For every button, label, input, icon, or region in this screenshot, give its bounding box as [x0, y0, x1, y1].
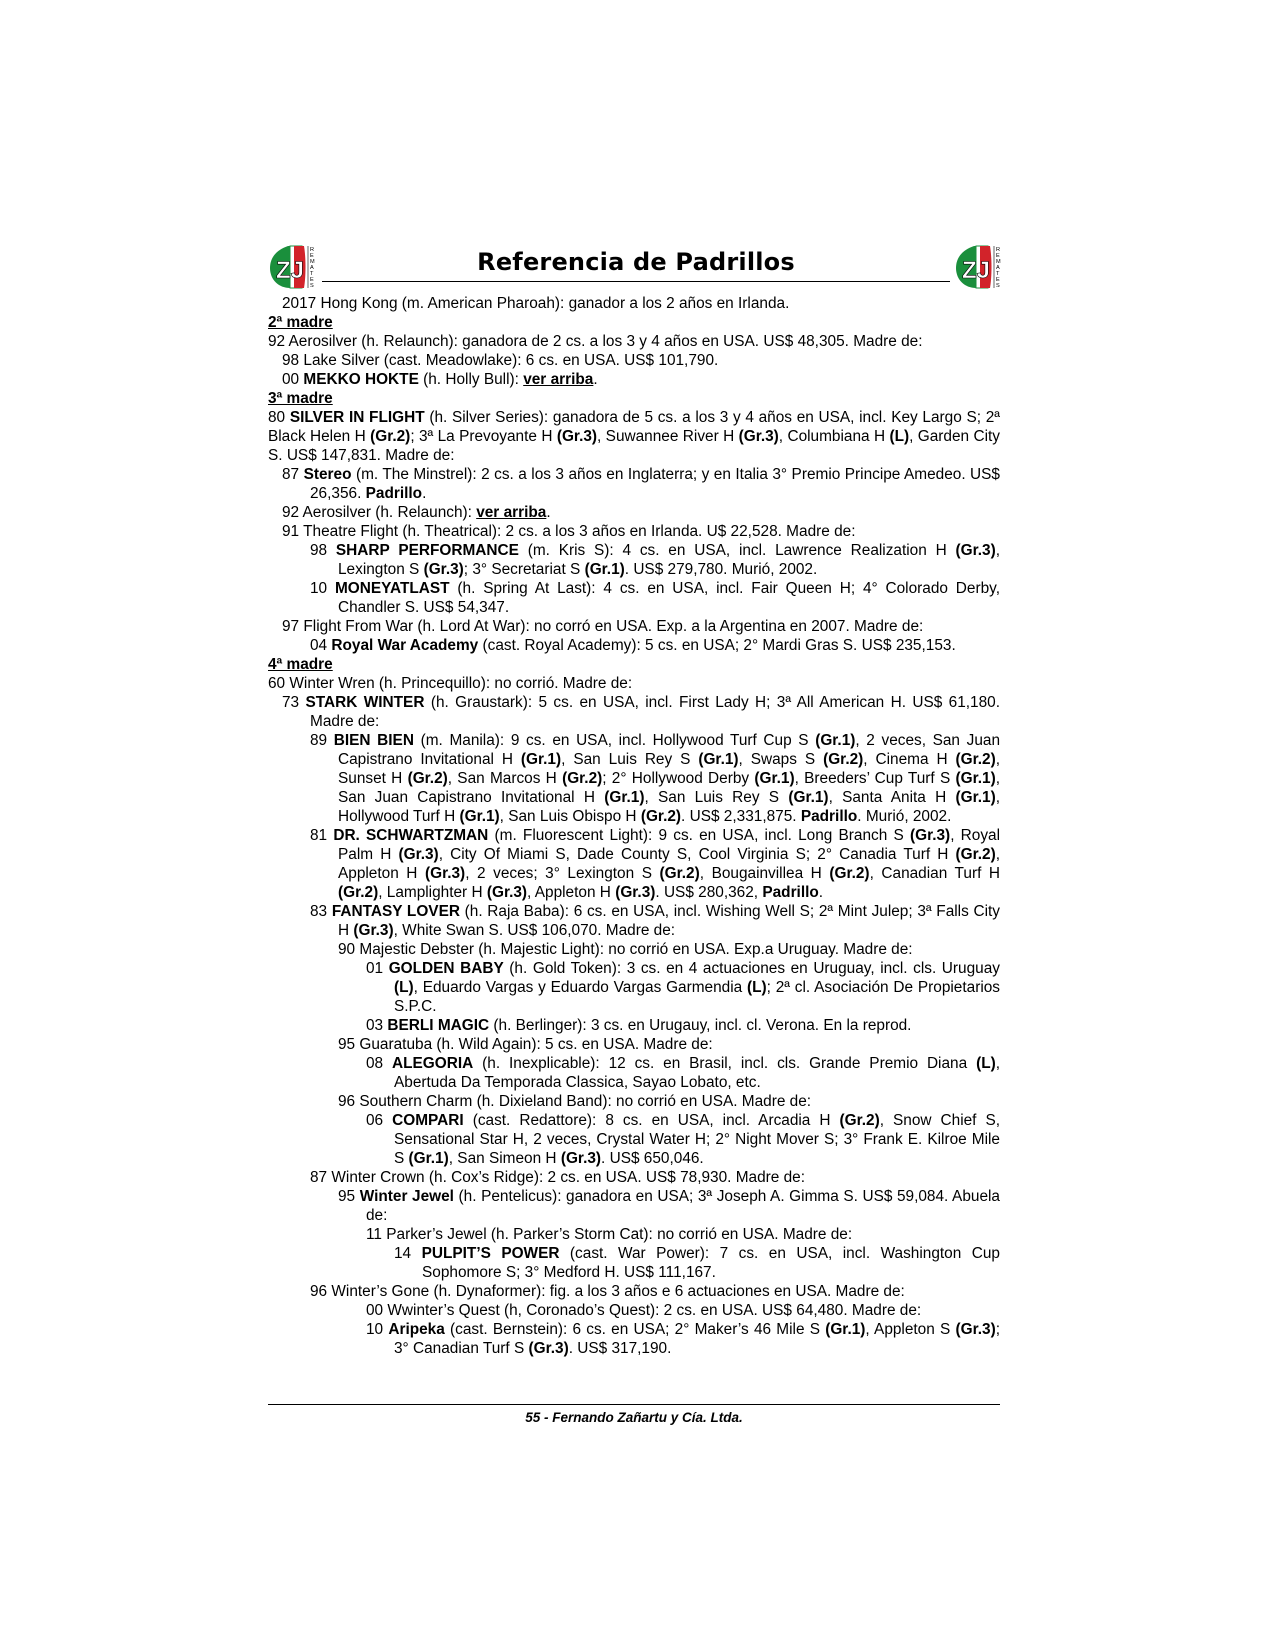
pedigree-entry: [268, 1320, 1000, 1358]
pedigree-entry: [268, 1187, 1000, 1225]
entry-text: , Garden City S. US$ 147,831. Madre de:: [268, 428, 1000, 464]
pedigree-content: [268, 294, 1000, 1358]
horse-name: (Gr.3): [738, 428, 779, 445]
entry-text: , 2 veces, San Juan Capistrano Invitational H: [338, 732, 1001, 768]
horse-name: (Gr.1): [788, 789, 829, 806]
horse-name: BERLI MAGIC: [387, 1017, 490, 1034]
horse-name: (Gr.3): [909, 827, 951, 844]
pedigree-entry: [268, 617, 1000, 636]
entry-text: (m. Kris S): 4 cs. en USA, incl. Lawrence Realization H: [518, 542, 956, 559]
horse-name: (Gr.1): [584, 561, 625, 578]
svg-text:M: M: [996, 259, 1001, 265]
entry-text: .: [422, 485, 427, 502]
horse-name: MEKKO HOKTE: [303, 371, 419, 388]
entry-text: , Columbiana H: [778, 428, 890, 445]
horse-name: (Gr.2): [640, 808, 682, 825]
entry-text: , Swaps S: [738, 751, 824, 768]
svg-text:ZJ: ZJ: [962, 257, 991, 284]
horse-name: (Gr.1): [955, 770, 996, 787]
pedigree-entry: [268, 579, 1000, 617]
entry-text: , Suwannee River H: [597, 428, 739, 445]
horse-name: MONEYATLAST: [334, 580, 450, 597]
entry-text: 96 Winter’s Gone (h. Dynaformer): fig. a los 3 años e 6 actuaciones en USA. Madre de:: [310, 1283, 905, 1300]
footer-rule: [268, 1404, 1000, 1405]
entry-text: 00 Wwinter’s Quest (h, Coronado’s Quest): 2 cs. en USA. US$ 64,480. Madre de:: [366, 1302, 922, 1319]
entry-text: (h. Holly Bull):: [418, 371, 524, 388]
horse-name: (Gr.1): [520, 751, 562, 768]
pedigree-entry: [268, 522, 1000, 541]
entry-text: , Appleton S: [865, 1321, 956, 1338]
horse-name: (Gr.1): [459, 808, 500, 825]
entry-text: , City Of Miami S, Dade County S, Cool Virginia S; 2° Canadia Turf H: [438, 846, 956, 863]
entry-text: 97 Flight From War (h. Lord At War): no corró en USA. Exp. a la Argentina en 2007. Madre de:: [282, 618, 924, 635]
entry-text: (h. Raja Baba): 6 cs. en USA, incl. Wishing Well S; 2ª Mint Julep; 3ª Falls City H: [338, 903, 1000, 939]
pedigree-entry: [268, 294, 1000, 313]
horse-name: (Gr.1): [825, 1321, 866, 1338]
page-footer: 55 - Fernando Zañartu y Cía. Ltda.: [525, 1410, 743, 1425]
entry-text: . US$ 2,331,875.: [681, 808, 801, 825]
pedigree-entry: [268, 731, 1000, 826]
horse-name: (Gr.1): [815, 732, 856, 749]
entry-text: 10: [366, 1321, 389, 1338]
horse-name: (L): [747, 979, 767, 996]
pedigree-entry: [268, 1282, 1000, 1301]
horse-name: (Gr.3): [556, 428, 598, 445]
horse-name: (Gr.2): [823, 751, 864, 768]
svg-text:T: T: [310, 271, 314, 277]
entry-text: 06: [366, 1112, 393, 1129]
horse-name: (Gr.2): [562, 770, 603, 787]
entry-text: , Appleton H: [527, 884, 616, 901]
entry-text: (m. Fluorescent Light): 9 cs. en USA, incl. Long Branch S: [488, 827, 910, 844]
entry-text: , Breeders’ Cup Turf S: [794, 770, 956, 787]
entry-text: 10: [310, 580, 335, 597]
entry-text: , Snow Chief S, Sensational Star H, 2 veces, Crystal Water H; 2° Night Mover S; 3° Frank E. Kilroe Mile S: [394, 1112, 1000, 1167]
zj-remates-logo-right: [954, 244, 1004, 290]
horse-name: DR. SCHWARTZMAN: [333, 827, 489, 844]
entry-text: (cast. Royal Academy): 5 cs. en USA; 2° Mardi Gras S. US$ 235,153.: [478, 637, 956, 654]
entry-text: (m. The Minstrel): 2 cs. a los 3 años en Inglaterra; y en Italia 3° Premio Principe Amedeo. US$ 26,356.: [310, 466, 1000, 502]
entry-text: , Royal Palm H: [338, 827, 1001, 863]
entry-text: 04: [310, 637, 332, 654]
horse-name: (Gr.3): [398, 846, 439, 863]
pedigree-entry: [268, 1111, 1000, 1168]
entry-text: (h. Spring At Last): 4 cs. en USA, incl. Fair Queen H; 4° Colorado Derby, Chandler S. US$ 54,347.: [338, 580, 1000, 616]
entry-text: 81: [310, 827, 334, 844]
svg-text:A: A: [310, 265, 314, 271]
horse-name: (Gr.2): [370, 428, 411, 445]
horse-name: (Gr.1): [754, 770, 795, 787]
svg-text:A: A: [996, 265, 1000, 271]
entry-text: 87: [282, 466, 304, 483]
horse-name: SILVER IN FLIGHT: [289, 409, 425, 426]
entry-text: . US$ 650,046.: [601, 1150, 704, 1167]
pedigree-entry: [268, 693, 1000, 731]
pedigree-entry: [268, 541, 1000, 579]
pedigree-entry: [268, 636, 1000, 655]
horse-name: (Gr.2): [659, 865, 700, 882]
pedigree-entry: [268, 1035, 1000, 1054]
pedigree-entry: [268, 1016, 1000, 1035]
section-heading: 2ª madre: [268, 314, 333, 331]
entry-text: , Eduardo Vargas y Eduardo Vargas Garmendia: [413, 979, 748, 996]
horse-name: (Gr.2): [955, 846, 996, 863]
pedigree-entry: [268, 826, 1000, 902]
entry-text: , Appleton H: [338, 846, 1001, 882]
entry-text: . US$ 280,362,: [655, 884, 763, 901]
entry-text: 11 Parker’s Jewel (h. Parker’s Storm Cat): no corrió en USA. Madre de:: [366, 1226, 853, 1243]
entry-text: 92 Aerosilver (h. Relaunch):: [282, 504, 477, 521]
entry-text: .: [818, 884, 824, 901]
entry-text: , San Luis Rey S: [644, 789, 789, 806]
entry-text: . US$ 279,780. Murió, 2002.: [624, 561, 818, 578]
horse-name: (Gr.1): [698, 751, 739, 768]
entry-text: ; 3° Secretariat S: [463, 561, 585, 578]
horse-name: (Gr.3): [528, 1340, 569, 1357]
entry-text: 95: [338, 1188, 360, 1205]
pedigree-entry: [268, 370, 1000, 389]
entry-text: 14: [394, 1245, 422, 1262]
entry-text: 96 Southern Charm (h. Dixieland Band): no corrió en USA. Madre de:: [338, 1093, 812, 1110]
entry-text: .: [593, 371, 598, 388]
horse-name: (Gr.3): [486, 884, 528, 901]
pedigree-entry: [268, 465, 1000, 503]
horse-name: Royal War Academy: [331, 637, 479, 654]
svg-text:E: E: [996, 253, 1000, 259]
cross-reference: ver arriba: [476, 504, 547, 521]
pedigree-entry: [268, 902, 1000, 940]
entry-text: , Hollywood Turf H: [338, 789, 1000, 825]
svg-text:R: R: [996, 247, 1001, 253]
page-header: [268, 244, 1004, 292]
cross-reference: ver arriba: [523, 371, 594, 388]
page-title: Referencia de Padrillos: [477, 248, 795, 276]
entry-text: 03: [366, 1017, 388, 1034]
entry-text: , Sunset H: [338, 751, 1000, 787]
entry-text: 80: [268, 409, 290, 426]
header-rule: [322, 281, 950, 282]
horse-name: (Gr.1): [604, 789, 645, 806]
horse-name: SHARP PERFORMANCE: [335, 542, 519, 559]
entry-text: , San Marcos H: [447, 770, 563, 787]
entry-text: (cast. Bernstein): 6 cs. en USA; 2° Maker’s 46 Mile S: [444, 1321, 826, 1338]
svg-text:E: E: [310, 253, 314, 259]
entry-text: (h. Silver Series): ganadora de 5 cs. a los 3 y 4 años en USA, incl. Key Largo S; 2ª Black Helen H: [268, 409, 1000, 445]
horse-name: (Gr.3): [955, 542, 996, 559]
horse-name: Padrillo: [365, 485, 423, 502]
entry-text: 73: [282, 694, 306, 711]
pedigree-entry: [268, 1225, 1000, 1244]
horse-name: (Gr.2): [829, 865, 870, 882]
entry-text: 95 Guaratuba (h. Wild Again): 5 cs. en USA. Madre de:: [338, 1036, 713, 1053]
entry-text: ; 2° Hollywood Derby: [602, 770, 755, 787]
horse-name: (Gr.2): [407, 770, 448, 787]
entry-text: , Lexington S: [338, 542, 1000, 578]
svg-text:T: T: [996, 271, 1000, 277]
entry-text: 83: [310, 903, 332, 920]
horse-name: (Gr.1): [955, 789, 996, 806]
entry-text: 60 Winter Wren (h. Princequillo): no corrió. Madre de:: [268, 675, 633, 692]
horse-name: (Gr.3): [955, 1321, 996, 1338]
pedigree-entry: [268, 503, 1000, 522]
horse-name: (Gr.2): [955, 751, 996, 768]
pedigree-entry: [268, 940, 1000, 959]
entry-text: 00: [282, 371, 304, 388]
entry-text: ; 2ª cl. Asociación De Propietarios S.P.C.: [394, 979, 1000, 1015]
entry-text: , White Swan S. US$ 106,070. Madre de:: [393, 922, 676, 939]
entry-text: ; 3ª La Prevoyante H: [410, 428, 557, 445]
horse-name: Padrillo: [800, 808, 858, 825]
entry-text: . US$ 317,190.: [568, 1340, 672, 1357]
pedigree-entry: [268, 332, 1000, 351]
horse-name: PULPIT’S POWER: [421, 1245, 560, 1262]
entry-text: 08: [366, 1055, 393, 1072]
section-heading: 3ª madre: [268, 390, 333, 407]
entry-text: , San Luis Rey S: [561, 751, 699, 768]
svg-text:R: R: [310, 247, 315, 253]
entry-text: , San Luis Obispo H: [499, 808, 641, 825]
horse-name: STARK WINTER: [305, 694, 425, 711]
entry-text: (cast. Redattore): 8 cs. en USA, incl. Arcadia H: [463, 1112, 840, 1129]
horse-name: ALEGORIA: [392, 1055, 474, 1072]
entry-text: 91 Theatre Flight (h. Theatrical): 2 cs. a los 3 años en Irlanda. U$ 22,528. Madre de:: [282, 523, 856, 540]
entry-text: . Murió, 2002.: [857, 808, 952, 825]
section-heading: 4ª madre: [268, 656, 333, 673]
horse-name: (L): [889, 428, 910, 445]
horse-name: (Gr.2): [839, 1112, 880, 1129]
horse-name: (Gr.3): [353, 922, 394, 939]
pedigree-entry: [268, 1301, 1000, 1320]
entry-text: , Bougainvillea H: [699, 865, 830, 882]
entry-text: , Canadian Turf H: [869, 865, 1001, 882]
horse-name: (L): [394, 979, 414, 996]
horse-name: (Gr.3): [424, 865, 466, 882]
pedigree-entry: [268, 674, 1000, 693]
pedigree-entry: [268, 1054, 1000, 1092]
entry-text: (h. Graustark): 5 cs. en USA, incl. First Lady H; 3ª All American H. US$ 61,180. Madre de:: [310, 694, 1001, 730]
entry-text: (m. Manila): 9 cs. en USA, incl. Hollywood Turf Cup S: [413, 732, 816, 749]
horse-name: GOLDEN BABY: [388, 960, 504, 977]
entry-text: 2017 Hong Kong (m. American Pharoah): ganador a los 2 años en Irlanda.: [282, 295, 790, 312]
svg-text:S: S: [310, 283, 314, 289]
pedigree-entry: [268, 1092, 1000, 1111]
svg-text:E: E: [310, 277, 314, 283]
horse-name: (L): [976, 1055, 996, 1072]
horse-name: Aripeka: [388, 1321, 445, 1338]
entry-text: 92 Aerosilver (h. Relaunch): ganadora de 2 cs. a los 3 y 4 años en USA. US$ 48,305. Madre de:: [268, 333, 923, 350]
entry-text: 98 Lake Silver (cast. Meadowlake): 6 cs. en USA. US$ 101,790.: [282, 352, 719, 369]
pedigree-entry: [268, 959, 1000, 1016]
pedigree-entry: [268, 1168, 1000, 1187]
horse-name: COMPARI: [392, 1112, 464, 1129]
horse-name: Winter Jewel: [359, 1188, 454, 1205]
horse-name: (Gr.3): [423, 561, 464, 578]
horse-name: (Gr.3): [615, 884, 656, 901]
pedigree-entry: [268, 408, 1000, 465]
entry-text: 98: [310, 542, 336, 559]
entry-text: (h. Berlinger): 3 cs. en Urugauy, incl. cl. Verona. En la reprod.: [489, 1017, 912, 1034]
entry-text: (h. Gold Token): 3 cs. en 4 actuaciones en Uruguay, incl. cls. Uruguay: [503, 960, 1000, 977]
entry-text: (cast. War Power): 7 cs. en USA, incl. Washington Cup Sophomore S; 3° Medford H. US$ 111,167.: [422, 1245, 1000, 1281]
pedigree-entry: [268, 1244, 1000, 1282]
entry-text: ; 3° Canadian Turf S: [394, 1321, 1000, 1357]
horse-name: BIEN BIEN: [333, 732, 414, 749]
horse-name: (Gr.1): [408, 1150, 449, 1167]
entry-text: 87 Winter Crown (h. Cox’s Ridge): 2 cs. en USA. US$ 78,930. Madre de:: [310, 1169, 806, 1186]
entry-text: (h. Pentelicus): ganadora en USA; 3ª Joseph A. Gimma S. US$ 59,084. Abuela de:: [366, 1188, 1000, 1224]
svg-text:M: M: [310, 259, 315, 265]
svg-text:ZJ: ZJ: [276, 257, 305, 284]
horse-name: (Gr.3): [560, 1150, 602, 1167]
entry-text: .: [546, 504, 551, 521]
entry-text: , San Simeon H: [448, 1150, 561, 1167]
entry-text: 90 Majestic Debster (h. Majestic Light): no corrió en USA. Exp.a Uruguay. Madre de:: [338, 941, 913, 958]
horse-name: FANTASY LOVER: [331, 903, 460, 920]
entry-text: , Santa Anita H: [828, 789, 956, 806]
entry-text: , 2 veces; 3° Lexington S: [465, 865, 660, 882]
horse-name: Stereo: [303, 466, 352, 483]
svg-text:S: S: [996, 283, 1000, 289]
svg-text:E: E: [996, 277, 1000, 283]
horse-name: Padrillo: [762, 884, 819, 901]
entry-text: , Abertuda Da Temporada Classica, Sayao Lobato, etc.: [394, 1055, 1000, 1091]
entry-text: 89: [310, 732, 334, 749]
zj-remates-logo: [268, 244, 318, 290]
entry-text: , Lamplighter H: [378, 884, 487, 901]
entry-text: (h. Inexplicable): 12 cs. en Brasil, incl. cls. Grande Premio Diana: [473, 1055, 977, 1072]
entry-text: , San Juan Capistrano Invitational H: [338, 770, 1000, 806]
entry-text: 01: [366, 960, 389, 977]
entry-text: , Cinema H: [863, 751, 956, 768]
pedigree-entry: [268, 351, 1000, 370]
horse-name: (Gr.2): [338, 884, 379, 901]
